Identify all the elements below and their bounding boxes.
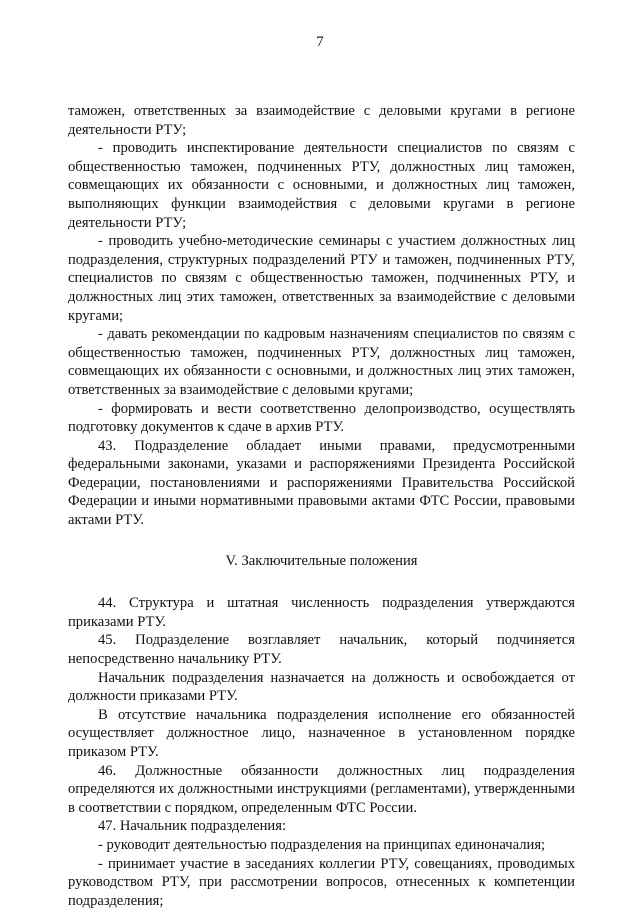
paragraph: 46. Должностные обязанности должностных лиц подразделения определяются их должностными инструкциями (регламентами), утвержденными в соответствии с порядком, определенным ФТС России.	[68, 762, 575, 816]
paragraph: 43. Подразделение обладает иными правами, предусмотренными федеральными законами, указами и распоряжениями Президента Российской Федерации, постановлениями и распоряжениями Правительства Российской Федерации и иными нормативными правовыми актами ФТС России, правовыми актами РТУ.	[68, 437, 575, 529]
paragraph: 45. Подразделение возглавляет начальник, который подчиняется непосредственно начальнику РТУ.	[68, 632, 575, 668]
paragraph: В отсутствие начальника подразделения исполнение его обязанностей осуществляет должностное лицо, назначенное в установленном порядке приказом РТУ.	[68, 706, 575, 760]
paragraph: таможен, ответственных за взаимодействие с деловыми кругами в регионе деятельности РТУ;	[68, 103, 575, 138]
paragraph: 44. Структура и штатная численность подразделения утверждаются приказами РТУ.	[68, 595, 575, 630]
paragraph: - руководит деятельностью подразделения на принципах единоначалия;	[98, 836, 546, 853]
paragraph: - проводить учебно-методические семинары с участием должностных лиц подразделения, структурных подразделений РТУ и таможен, подчиненных РТУ, специалистов по связям с общественностью таможен, подчиненных РТУ, и должностных лиц этих таможен, ответственных за взаимодействие с деловыми кругами;	[68, 233, 575, 324]
paragraph: - давать рекомендации по кадровым назначениям специалистов по связям с общественностью таможен, подчиненных РТУ, должностных лиц таможен, совмещающих их обязанности с основными, и должностных лиц этих таможен, ответственных за взаимодействие с деловыми кругами;	[68, 326, 575, 398]
page-number: 7	[316, 34, 324, 50]
paragraph: 47. Начальник подразделения:	[98, 818, 287, 835]
paragraph: Начальник подразделения назначается на должность и освобождается от должности приказами РТУ.	[68, 669, 575, 705]
section-heading: V. Заключительные положения	[225, 552, 418, 569]
paragraph: - принимает участие в заседаниях коллегии РТУ, совещаниях, проводимых руководством РТУ, при рассмотрении вопросов, отнесенных к компетенции подразделения;	[68, 855, 575, 909]
paragraph: - формировать и вести соответственно делопроизводство, осуществлять подготовку документов к сдаче в архив РТУ.	[68, 400, 575, 436]
paragraph: - проводить инспектирование деятельности специалистов по связям с общественностью таможен, подчиненных РТУ, должностных лиц таможен, совмещающих их обязанности с основными, и должностных лиц таможен, выполняющих функции взаимодействия с деловыми кругами в регионе деятельности РТУ;	[68, 140, 575, 231]
document-body	[68, 102, 575, 910]
